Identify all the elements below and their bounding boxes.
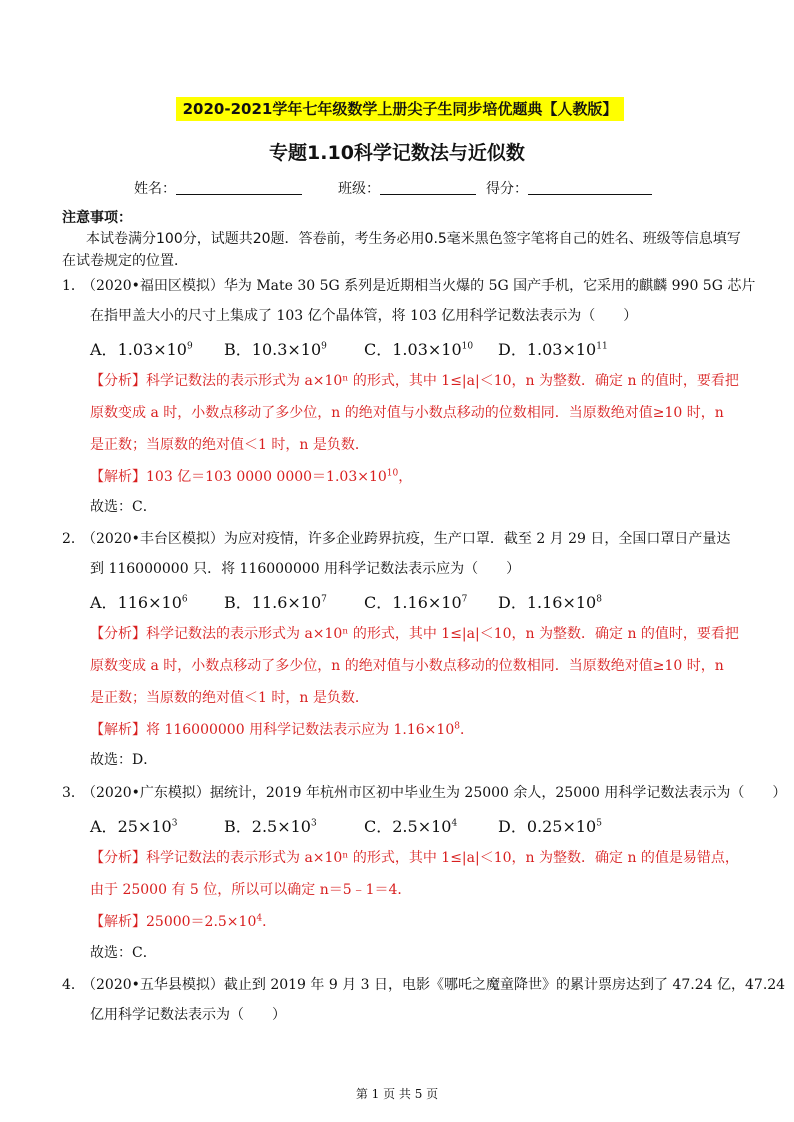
question-stem-line: 在指甲盖大小的尺寸上集成了 103 亿个晶体管，将 103 亿用科学记数法表示为（ ） [90, 308, 638, 324]
analysis-line: 【分析】科学记数法的表示形式为 a×10ⁿ 的形式，其中 1≤|a|＜10，n 为整数．确定 n 的值时，要看把 [90, 373, 739, 389]
question-number: 4． [62, 977, 85, 993]
solution-line: 【解析】$25000=2.5\times 10^4$． [90, 913, 277, 930]
option-d: D．$1.03\times 10^{11}$ [498, 340, 608, 359]
score-field [486, 178, 652, 198]
analysis-line: 是正数；当原数的绝对值＜1 时，n 是负数． [90, 690, 369, 706]
question-number: 2． [62, 531, 85, 547]
question-stem-line: 到 116000000 只．将 116000000 用科学记数法表示应为（ ） [90, 561, 521, 577]
analysis-line: 原数变成 a 时，小数点移动了多少位，n 的绝对值与小数点移动的位数相同．当原数绝对值≥10 时，n [90, 658, 724, 674]
score-label: 得分： [486, 181, 528, 197]
class-blank [380, 180, 476, 195]
option-d: D．$1.16\times 10^8$ [498, 593, 602, 612]
option-c: C．$1.16\times 10^7$ [364, 593, 468, 612]
name-label: 姓名： [134, 181, 176, 197]
page-title: 专题1.10科学记数法与近似数 [269, 142, 525, 164]
series-banner: 2020-2021学年七年级数学上册尖子生同步培优题典【人教版】 [176, 97, 624, 121]
answer-line: 故选：C． [90, 945, 157, 961]
answer-line: 故选：C． [90, 499, 157, 515]
question-stem-line: （2020•丰台区模拟）为应对疫情，许多企业跨界抗疫，生产口罩．截至 2 月 29 日，全国口罩日产量达 [82, 531, 731, 547]
option-a: A．$25\times 10^3$ [90, 817, 178, 836]
notes-body: 本试卷满分100分，试题共20题．答卷前，考生务必用0.5毫米黑色签字笔将自己的姓名、班级等信息填写在试卷规定的位置． [62, 231, 741, 269]
class-label: 班级： [338, 181, 380, 197]
question-number: 1． [62, 278, 85, 294]
question-stem-line: （2020•福田区模拟）华为 Mate 30 5G 系列是近期相当火爆的 5G 国产手机，它采用的麒麟 990 5G 芯片 [82, 278, 756, 294]
option-d: D．$0.25\times 10^5$ [498, 817, 602, 836]
solution-line: 【解析】103 亿＝103 0000 $0000=1.03\times 10^{10}$， [90, 468, 413, 485]
name-field [134, 178, 302, 198]
option-a: A．$116\times 10^6$ [90, 593, 188, 612]
option-b: B．$10.3\times 10^9$ [224, 340, 327, 359]
analysis-line: 【分析】科学记数法的表示形式为 a×10ⁿ 的形式，其中 1≤|a|＜10，n 为整数．确定 n 的值时，要看把 [90, 626, 739, 642]
option-a: A．$1.03\times 10^9$ [90, 340, 193, 359]
notes-title: 注意事项： [62, 210, 132, 226]
class-field [338, 178, 476, 198]
score-blank [528, 180, 652, 195]
option-c: C．$1.03\times 10^{10}$ [364, 340, 474, 359]
option-b: B．$2.5\times 10^3$ [224, 817, 317, 836]
question-stem-line: （2020•五华县模拟）截止到 2019 年 9 月 3 日，电影《哪吒之魔童降世》的累计票房达到了 47.24 亿，47.24 [82, 977, 786, 993]
question-number: 3． [62, 785, 85, 801]
analysis-line: 由于 25000 有 5 位，所以可以确定 n＝5﹣1＝4． [90, 882, 412, 898]
question-stem-line: 亿用科学记数法表示为（ ） [90, 1007, 286, 1023]
question-stem-line: （2020•广东模拟）据统计，2019 年杭州市区初中毕业生为 25000 余人，25000 用科学记数法表示为（ ） [82, 785, 787, 801]
analysis-line: 【分析】科学记数法的表示形式为 a×10ⁿ 的形式，其中 1≤|a|＜10，n 为整数．确定 n 的值是易错点， [90, 850, 739, 866]
page-footer: 第 1 页 共 5 页 [355, 1087, 439, 1101]
analysis-line: 原数变成 a 时，小数点移动了多少位，n 的绝对值与小数点移动的位数相同．当原数绝对值≥10 时，n [90, 405, 724, 421]
analysis-line: 是正数；当原数的绝对值＜1 时，n 是负数． [90, 437, 369, 453]
name-blank [176, 180, 302, 195]
option-b: B．$11.6\times 10^7$ [224, 593, 327, 612]
solution-line: 【解析】将 116000000 用科学记数法表示应为 $1.16\times 10^8$． [90, 721, 474, 738]
option-c: C．$2.5\times 10^4$ [364, 817, 458, 836]
answer-line: 故选：D． [90, 752, 158, 768]
